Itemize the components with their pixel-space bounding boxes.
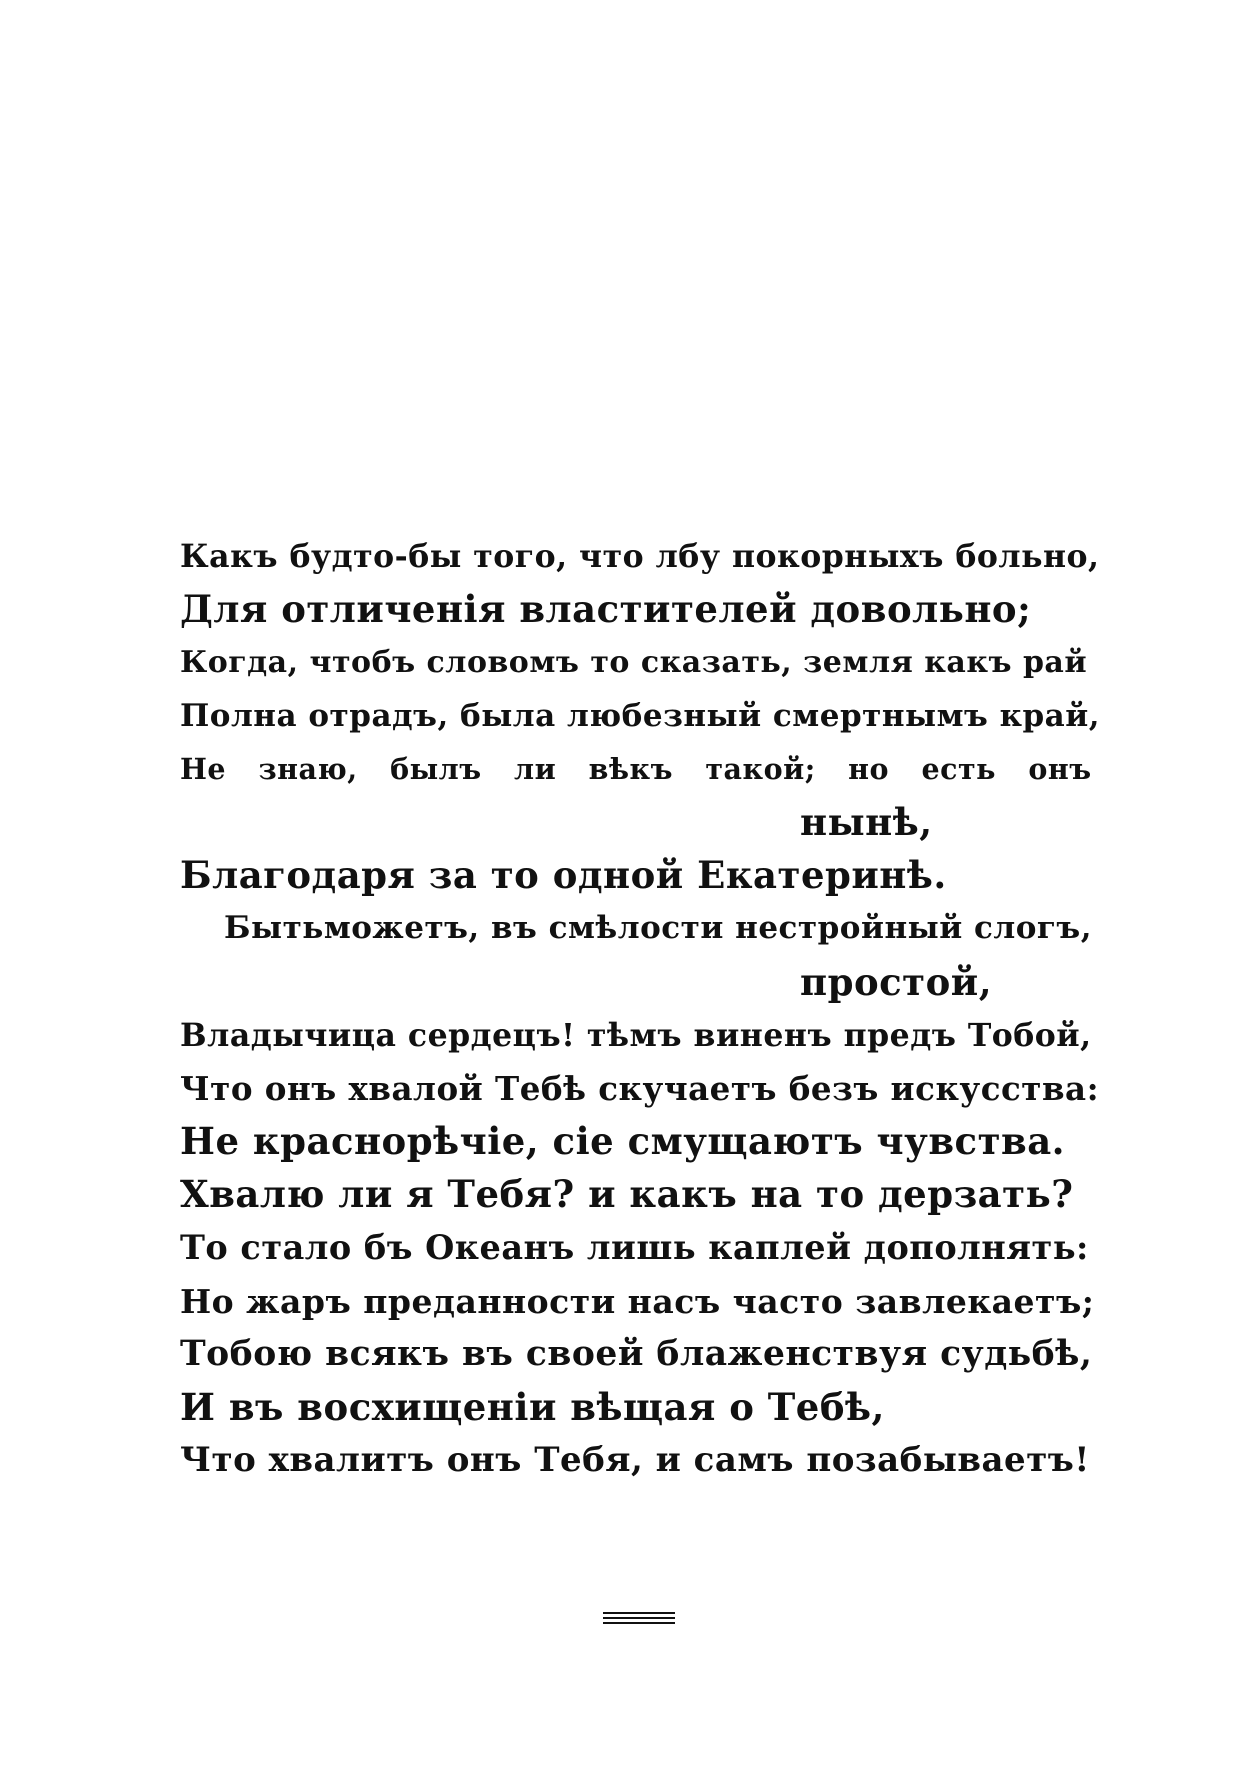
poem-line: Полна отрадъ, была любезный смертнымъ край, [180, 697, 1101, 734]
ornament-line [603, 1612, 675, 1614]
poem-line: Когда, чтобъ словомъ то сказать, земля какъ рай [180, 645, 1088, 681]
poem-line: Какъ будто-бы того, что лбу покорныхъ больно, [180, 538, 1100, 575]
ornament-line [603, 1617, 675, 1619]
poem-line: Что хвалитъ онъ Тебя, и самъ позабываетъ! [180, 1440, 1090, 1481]
poem-line: Хвалю ли я Тебя? и какъ на то дерзать? [180, 1172, 1074, 1217]
poem-line: Не знаю, былъ ли вѣкъ такой; но есть онъ [180, 751, 1092, 786]
poem-line: Но жаръ преданности насъ часто завлекаетъ; [180, 1281, 1095, 1321]
poem-line: И въ восхищеніи вѣщая о Тебѣ, [180, 1385, 885, 1429]
poem-line-continuation: простой, [800, 959, 993, 1004]
poem-line: Благодаря за то одной Екатеринѣ. [180, 853, 947, 898]
poem-line: Тобою всякъ въ своей блаженствуя судьбѣ, [180, 1333, 1093, 1374]
end-ornament-rule [603, 1612, 675, 1624]
poem-line-continuation: нынѣ, [800, 799, 933, 844]
poem-line: Что онъ хвалой Тебѣ скучаетъ безъ искусства: [180, 1068, 1100, 1108]
poem-line: То стало бъ Океанъ лишь каплей дополнять: [180, 1228, 1089, 1268]
poem-stanza [180, 530, 1100, 1487]
poem-line: Для отличенія властителей довольно; [180, 587, 1032, 632]
poem-line: Владычица сердецъ! тѣмъ виненъ предъ Тобой, [180, 1016, 1092, 1054]
poem-line: Бытьможетъ, въ смѣлости нестройный слогъ, [224, 910, 1093, 947]
ornament-line [603, 1622, 675, 1624]
poem-line: Не краснорѣчіе, сіе смущаютъ чувства. [180, 1119, 1066, 1164]
